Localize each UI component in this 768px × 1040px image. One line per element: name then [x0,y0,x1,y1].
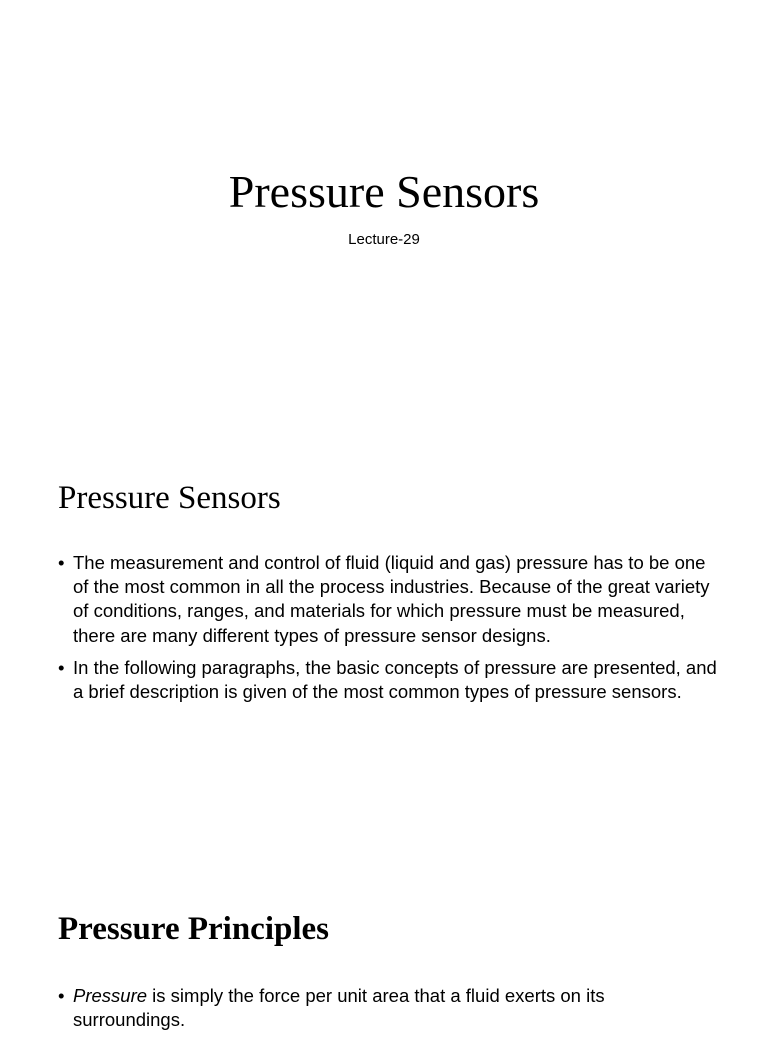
bullet-text: is simply the force per unit area that a fluid exerts on its surroundings. [73,985,605,1031]
bullet-list [58,984,718,1040]
bullet-term: Pressure [73,985,148,1006]
section-title: Pressure Sensors [58,480,281,516]
section-title: Pressure Principles [58,911,329,947]
bullet-icon: • [58,656,65,678]
list-item [58,656,718,704]
bullet-text: In the following paragraphs, the basic concepts of pressure are presented, and a brief description is given of the most common types of pressure sensors. [73,656,717,703]
bullet-icon: • [58,985,65,1006]
slide-title: Pressure Sensors [228,166,540,217]
bullet-list [58,551,718,712]
list-item [58,551,718,648]
list-item [58,984,718,1032]
bullet-text: The measurement and control of fluid (liquid and gas) pressure has to be one of the most common in all the process industries. Because of the great variety of conditions, ranges, and materials for which pressure must be measured, there are many different types of pressure sensor designs. [73,552,710,646]
bullet-icon: • [58,552,65,573]
slide-subtitle: Lecture-29 [348,231,420,248]
